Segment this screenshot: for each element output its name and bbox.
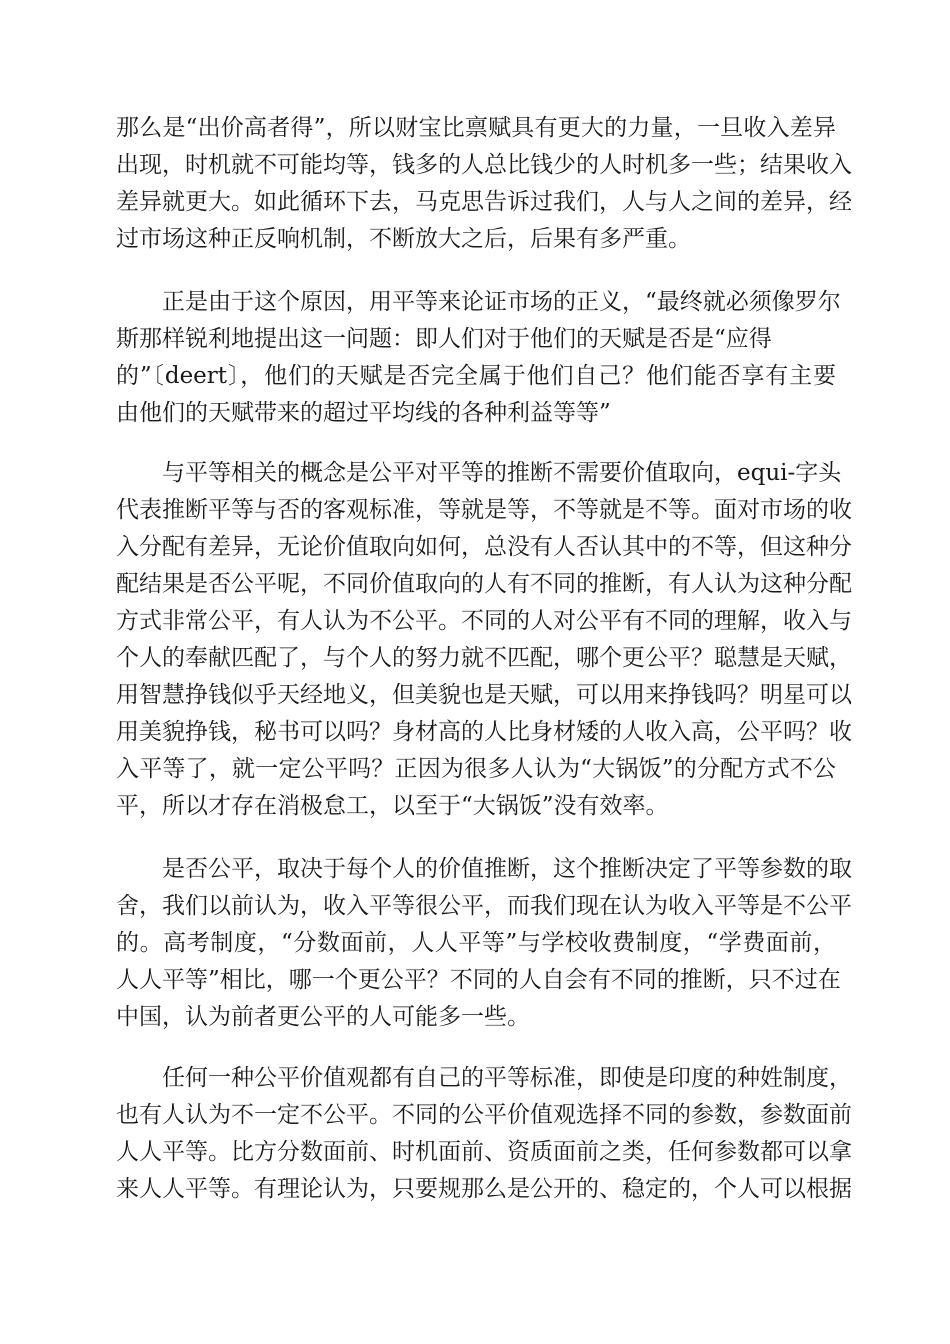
paragraph-5-line-3: 人人平等。比方分数面前、时机面前、资质面前之类，任何参数都可以拿 xyxy=(116,1139,852,1165)
paragraph-3-line-5: 方式非常公平，有人认为不公平。不同的人对公平有不同的理解，收入与 xyxy=(116,608,852,634)
paragraph-1-line-3: 差异就更大。如此循环下去，马克思告诉过我们，人与人之间的差异，经 xyxy=(116,189,852,215)
paragraph-1-line-1: 那么是“出价高者得”，所以财宝比禀赋具有更大的力量，一旦收入差异 xyxy=(116,115,836,141)
paragraph-3-line-6: 个人的奉献匹配了，与个人的努力就不匹配，哪个更公平？聪慧是天赋， xyxy=(116,645,852,671)
paragraph-3-line-1: 与平等相关的概念是公平对平等的推断不需要价值取向，equi-字头 xyxy=(162,460,842,486)
paragraph-3-line-3: 入分配有差异，无论价值取向如何，总没有人否认其中的不等，但这种分 xyxy=(116,534,852,560)
paragraph-2-line-3: 的”〔deert〕，他们的天赋是否完全属于他们自己？他们能否享有主要 xyxy=(116,363,836,389)
paragraph-1-line-4: 过市场这种正反响机制，不断放大之后，后果有多严重。 xyxy=(116,226,691,252)
paragraph-4-line-1: 是否公平，取决于每个人的价值推断，这个推断决定了平等参数的取 xyxy=(162,856,852,882)
paragraph-5-line-4: 来人人平等。有理论认为，只要规那么是公开的、稳定的，个人可以根据 xyxy=(116,1176,852,1202)
paragraph-3-line-2: 代表推断平等与否的客观标准，等就是等，不等就是不等。面对市场的收 xyxy=(116,497,852,523)
paragraph-3-line-7: 用智慧挣钱似乎天经地义，但美貌也是天赋，可以用来挣钱吗？明星可以 xyxy=(116,682,852,708)
paragraph-1-line-2: 出现，时机就不可能均等，钱多的人总比钱少的人时机多一些；结果收入 xyxy=(116,152,852,178)
paragraph-3-line-8: 用美貌挣钱，秘书可以吗？身材高的人比身材矮的人收入高，公平吗？收 xyxy=(116,719,852,745)
paragraph-5-line-2: 也有人认为不一定不公平。不同的公平价值观选择不同的参数，参数面前 xyxy=(116,1102,852,1128)
paragraph-3-line-9: 入平等了，就一定公平吗？正因为很多人认为“大锅饭”的分配方式不公 xyxy=(116,756,836,782)
paragraph-4-line-3: 的。高考制度，“分数面前，人人平等”与学校收费制度，“学费面前， xyxy=(116,930,836,956)
paragraph-3-line-10: 平，所以才存在消极怠工，以至于“大锅饭”没有效率。 xyxy=(116,793,669,819)
paragraph-2-line-1: 正是由于这个原因，用平等来论证市场的正义，“最终就必须像罗尔 xyxy=(162,289,841,315)
paragraph-2-line-4: 由他们的天赋带来的超过平均线的各种利益等等” xyxy=(116,400,611,426)
paragraph-4-line-4: 人人平等”相比，哪一个更公平？不同的人自会有不同的推断，只不过在 xyxy=(116,967,841,993)
paragraph-5-line-1: 任何一种公平价值观都有自己的平等标准，即使是印度的种姓制度， xyxy=(162,1065,852,1091)
paragraph-3-line-4: 配结果是否公平呢，不同价值取向的人有不同的推断，有人认为这种分配 xyxy=(116,571,852,597)
paragraph-2-line-2: 斯那样锐利地提出这一问题：即人们对于他们的天赋是否是“应得 xyxy=(116,326,772,352)
paragraph-4-line-2: 舍，我们以前认为，收入平等很公平，而我们现在认为收入平等是不公平 xyxy=(116,893,852,919)
paragraph-4-line-5: 中国，认为前者更公平的人可能多一些。 xyxy=(116,1004,530,1030)
